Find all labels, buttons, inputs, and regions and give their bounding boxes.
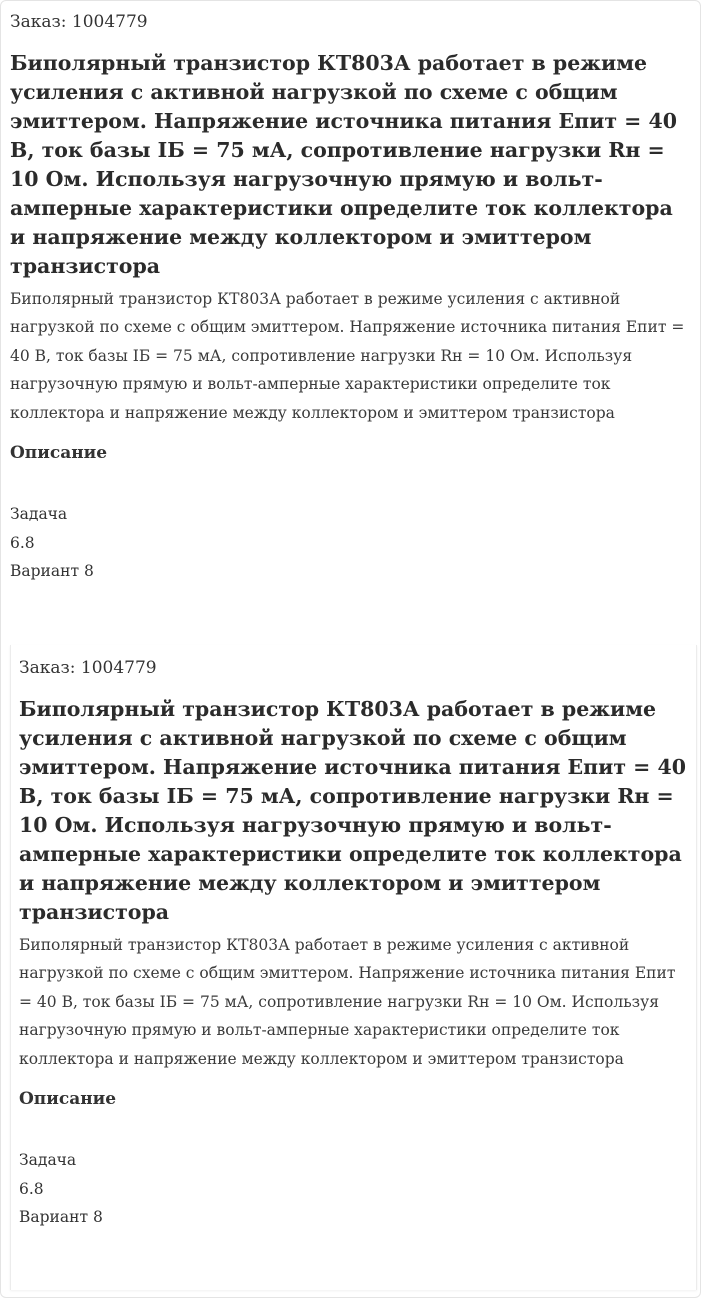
task-number: 6.8 [10, 533, 35, 552]
order-card-repeat [10, 645, 697, 1290]
task-body: Биполярный транзистор КТ803А работает в режиме усиления с активной нагрузкой по схеме с общим эмиттером. Напряжение источника питания Епит = 40 В, ток базы IБ = 75 мА, сопротивление нагрузки Rн = 10 Ом. Используя нагрузочную прямую и вольт-амперные характеристики определите ток коллектора и напряжение между коллектором и эмиттером транзистора [10, 290, 685, 422]
order-number: Заказ: 1004779 [19, 658, 157, 678]
task-number: 6.8 [19, 1179, 44, 1198]
description-heading: Описание [19, 1089, 117, 1110]
variant-label: Вариант 8 [19, 1208, 103, 1227]
variant-label: Вариант 8 [10, 562, 94, 581]
description-heading: Описание [10, 443, 108, 464]
task-label: Задача [10, 505, 68, 524]
task-label: Задача [19, 1151, 77, 1170]
task-title: Биполярный транзистор КТ803А работает в режиме усиления с активной нагрузкой по схеме с общим эмиттером. Напряжение источника питания Епит = 40 В, ток базы IБ = 75 мА, сопротивление нагрузки Rн = 10 Ом. Используя нагрузочную прямую и вольт-амперные характеристики определите ток коллектора и напряжение между коллектором и эмиттером транзистора [19, 697, 687, 924]
order-number: Заказ: 1004779 [10, 12, 148, 32]
task-title: Биполярный транзистор КТ803А работает в режиме усиления с активной нагрузкой по схеме с общим эмиттером. Напряжение источника питания Епит = 40 В, ток базы IБ = 75 мА, сопротивление нагрузки Rн = 10 Ом. Используя нагрузочную прямую и вольт-амперные характеристики определите ток коллектора и напряжение между коллектором и эмиттером транзистора [10, 51, 678, 278]
task-body: Биполярный транзистор КТ803А работает в режиме усиления с активной нагрузкой по схеме с общим эмиттером. Напряжение источника питания Епит = 40 В, ток базы IБ = 75 мА, сопротивление нагрузки Rн = 10 Ом. Используя нагрузочную прямую и вольт-амперные характеристики определите ток коллектора и напряжение между коллектором и эмиттером транзистора [19, 936, 676, 1068]
